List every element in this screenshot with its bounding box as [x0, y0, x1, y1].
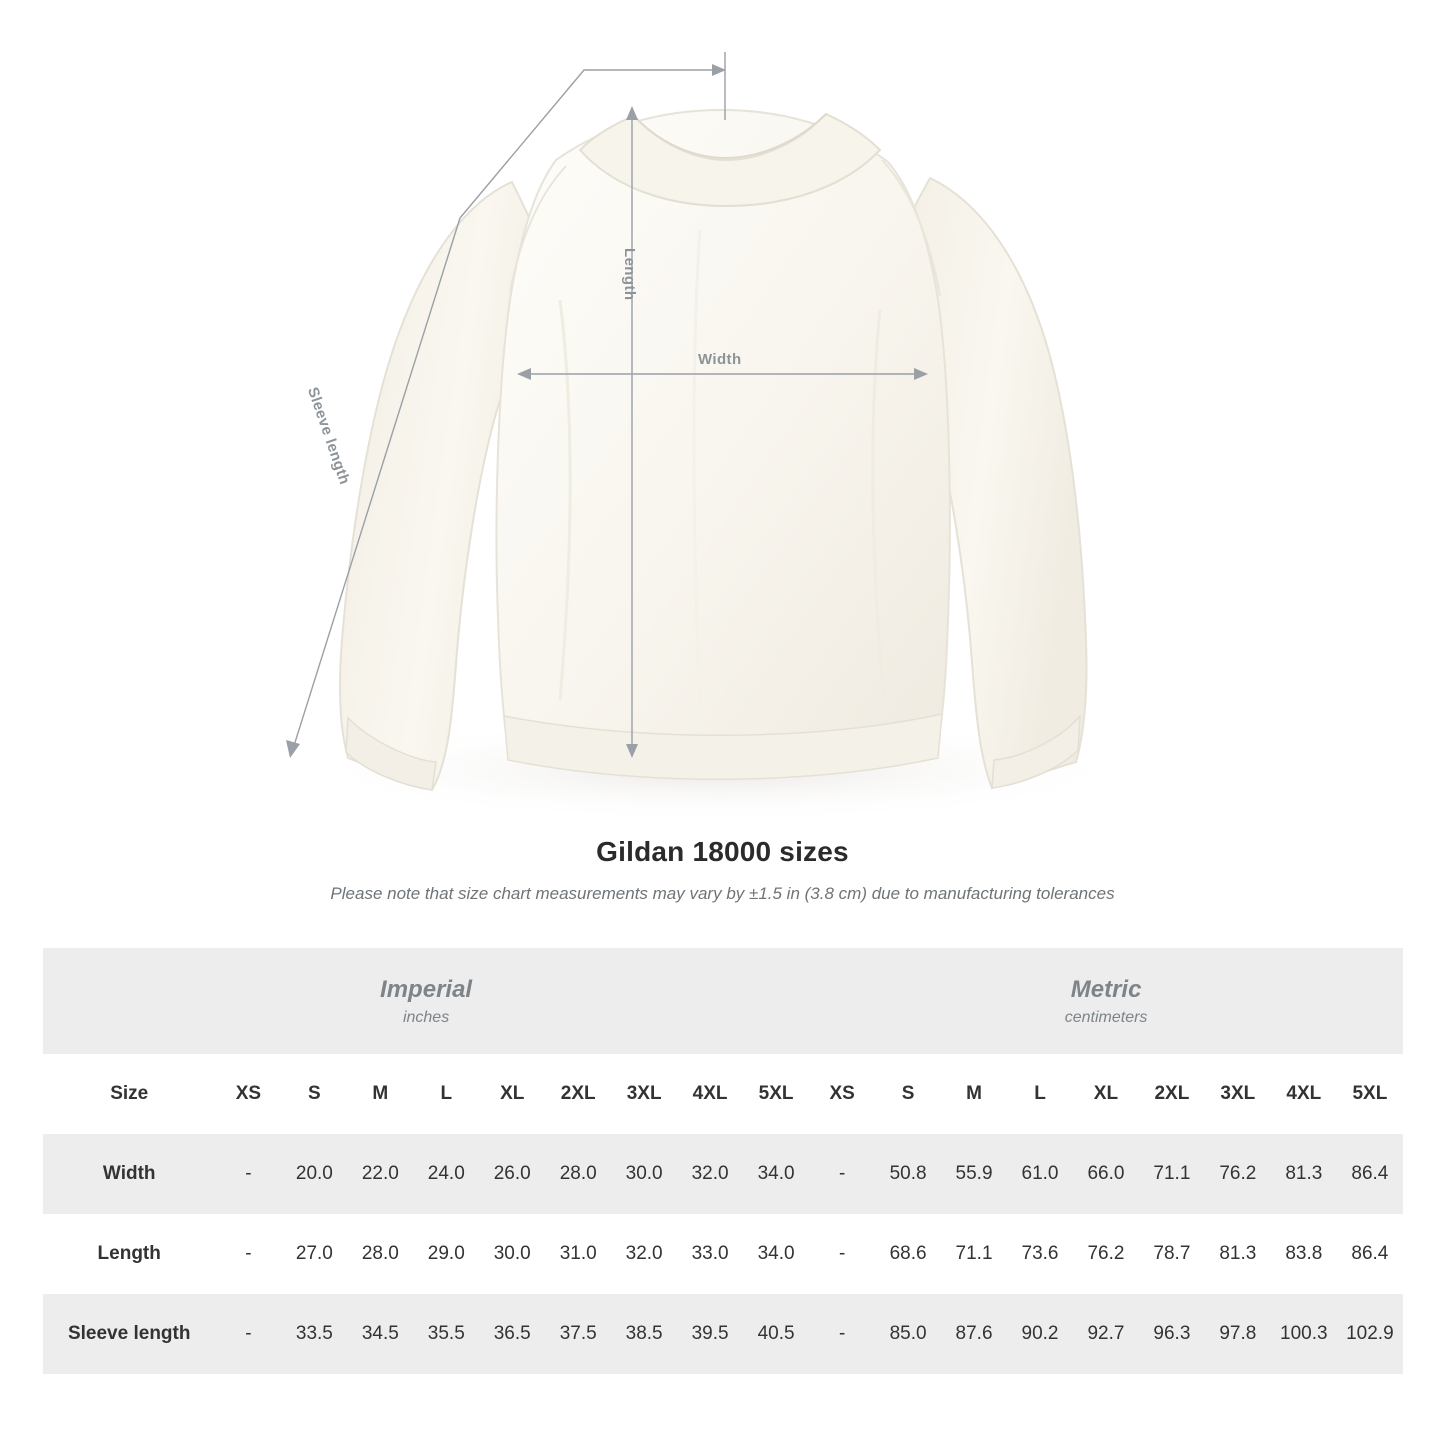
- size-header-metric-s: S: [875, 1054, 941, 1134]
- cell-sleeve-metric-xl: 92.7: [1073, 1294, 1139, 1374]
- cell-length-imperial-s: 27.0: [295, 1243, 333, 1264]
- size-header-row: [43, 1054, 1403, 1134]
- cell-length-imperial-m: 28.0: [361, 1243, 399, 1264]
- cell-sleeve-imperial-xs: -: [215, 1294, 281, 1374]
- size-chart-table: [43, 948, 1403, 1374]
- cell-length-metric-xs: -: [838, 1243, 846, 1264]
- cell-width-metric-xl: 66.0: [1073, 1134, 1139, 1214]
- unit-group-imperial-sub: inches: [402, 1009, 450, 1026]
- size-header-imperial-xs: XS: [215, 1054, 281, 1134]
- cell-length-metric-l: 73.6: [1021, 1243, 1059, 1264]
- cell-length-metric-5xl: 86.4: [1351, 1243, 1389, 1264]
- cell-length-imperial-xl: 30.0: [493, 1243, 531, 1264]
- cell-sleeve-imperial-2xl: 37.5: [545, 1294, 611, 1374]
- row-header-size: Size: [43, 1054, 215, 1134]
- unit-header-row: [43, 948, 1403, 1054]
- size-header-metric-m: M: [941, 1054, 1007, 1134]
- cell-sleeve-imperial-m: 34.5: [347, 1294, 413, 1374]
- size-header-metric-4xl: 4XL: [1271, 1054, 1337, 1134]
- length-dimension-label: Length: [621, 248, 638, 301]
- size-header-metric-3xl: 3XL: [1205, 1054, 1271, 1134]
- size-chart-table-wrapper: [43, 948, 1403, 1374]
- size-header-metric-xs: XS: [809, 1054, 875, 1134]
- width-dimension-label: Width: [698, 351, 742, 368]
- unit-group-imperial-title: Imperial: [380, 976, 473, 1003]
- cell-sleeve-metric-2xl: 96.3: [1139, 1294, 1205, 1374]
- cell-width-metric-3xl: 76.2: [1205, 1134, 1271, 1214]
- tolerance-note: Please note that size chart measurements may vary by ±1.5 in (3.8 cm) due to manufacturing tolerances: [330, 884, 1115, 903]
- cell-length-imperial-xs: -: [245, 1243, 252, 1264]
- cell-sleeve-imperial-l: 35.5: [413, 1294, 479, 1374]
- table-row: [43, 1294, 1403, 1374]
- unit-group-metric-sub: centimeters: [1064, 1009, 1148, 1026]
- sleeve-length-dimension-label: Sleeve length: [303, 385, 354, 487]
- cell-sleeve-imperial-4xl: 39.5: [677, 1294, 743, 1374]
- cell-width-imperial-3xl: 30.0: [611, 1134, 677, 1214]
- cell-sleeve-imperial-3xl: 38.5: [611, 1294, 677, 1374]
- size-header-metric-xl: XL: [1073, 1054, 1139, 1134]
- cell-length-imperial-3xl: 32.0: [625, 1243, 663, 1264]
- size-header-imperial-2xl: 2XL: [545, 1054, 611, 1134]
- cell-width-imperial-l: 24.0: [413, 1134, 479, 1214]
- cell-width-imperial-xl: 26.0: [479, 1134, 545, 1214]
- unit-group-metric: [809, 948, 1403, 1054]
- cell-width-imperial-4xl: 32.0: [677, 1134, 743, 1214]
- size-header-imperial-s: S: [281, 1054, 347, 1134]
- cell-width-imperial-5xl: 34.0: [743, 1134, 809, 1214]
- cell-width-imperial-m: 22.0: [347, 1134, 413, 1214]
- cell-length-metric-m: 71.1: [955, 1243, 993, 1264]
- cell-length-metric-3xl: 81.3: [1219, 1243, 1257, 1264]
- cell-width-imperial-2xl: 28.0: [545, 1134, 611, 1214]
- size-header-metric-l: L: [1007, 1054, 1073, 1134]
- cell-width-metric-4xl: 81.3: [1271, 1134, 1337, 1214]
- cell-sleeve-metric-5xl: 102.9: [1337, 1294, 1403, 1374]
- size-header-imperial-4xl: 4XL: [677, 1054, 743, 1134]
- size-header-metric-2xl: 2XL: [1139, 1054, 1205, 1134]
- cell-length-metric-xl: 76.2: [1087, 1243, 1125, 1264]
- cell-sleeve-metric-xs: -: [809, 1294, 875, 1374]
- cell-length-metric-4xl: 83.8: [1285, 1243, 1323, 1264]
- page-title: Gildan 18000 sizes: [596, 836, 849, 867]
- cell-sleeve-imperial-5xl: 40.5: [743, 1294, 809, 1374]
- title-block: [0, 836, 1445, 904]
- cell-sleeve-metric-4xl: 100.3: [1271, 1294, 1337, 1374]
- cell-sleeve-imperial-xl: 36.5: [479, 1294, 545, 1374]
- row-label-sleeve-length: Sleeve length: [43, 1294, 215, 1374]
- cell-sleeve-metric-m: 87.6: [941, 1294, 1007, 1374]
- cell-sleeve-metric-s: 85.0: [875, 1294, 941, 1374]
- cell-length-metric-s: 68.6: [889, 1243, 927, 1264]
- cell-width-imperial-xs: -: [215, 1134, 281, 1214]
- size-header-imperial-5xl: 5XL: [743, 1054, 809, 1134]
- cell-length-imperial-4xl: 33.0: [691, 1243, 729, 1264]
- cell-sleeve-metric-l: 90.2: [1007, 1294, 1073, 1374]
- unit-group-metric-title: Metric: [1070, 976, 1142, 1003]
- cell-width-metric-s: 50.8: [875, 1134, 941, 1214]
- size-header-imperial-xl: XL: [479, 1054, 545, 1134]
- unit-group-imperial: [43, 948, 809, 1054]
- row-label-length: Length: [97, 1243, 161, 1264]
- cell-sleeve-imperial-s: 33.5: [281, 1294, 347, 1374]
- table-row: [43, 1134, 1403, 1214]
- size-header-imperial-3xl: 3XL: [611, 1054, 677, 1134]
- cell-length-metric-2xl: 78.7: [1153, 1243, 1191, 1264]
- size-header-imperial-l: L: [413, 1054, 479, 1134]
- cell-width-metric-l: 61.0: [1007, 1134, 1073, 1214]
- cell-length-imperial-2xl: 31.0: [559, 1243, 597, 1264]
- cell-sleeve-metric-3xl: 97.8: [1205, 1294, 1271, 1374]
- cell-width-imperial-s: 20.0: [281, 1134, 347, 1214]
- cell-width-metric-2xl: 71.1: [1139, 1134, 1205, 1214]
- cell-width-metric-m: 55.9: [941, 1134, 1007, 1214]
- table-row: [43, 1214, 1403, 1294]
- cell-width-metric-xs: -: [809, 1134, 875, 1214]
- size-header-imperial-m: M: [347, 1054, 413, 1134]
- cell-length-imperial-5xl: 34.0: [757, 1243, 795, 1264]
- size-header-metric-5xl: 5XL: [1337, 1054, 1403, 1134]
- cell-width-metric-5xl: 86.4: [1337, 1134, 1403, 1214]
- row-label-width: Width: [43, 1134, 215, 1214]
- cell-length-imperial-l: 29.0: [427, 1243, 465, 1264]
